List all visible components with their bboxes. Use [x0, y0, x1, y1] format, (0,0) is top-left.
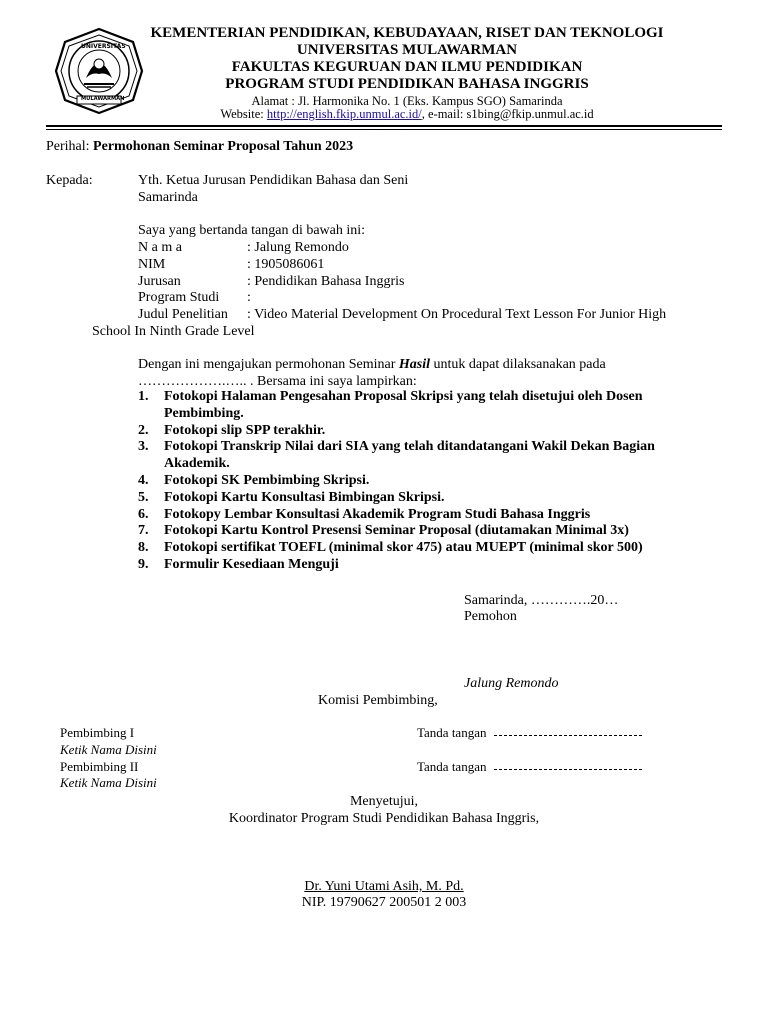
request-line1 — [138, 356, 606, 373]
list-item: 2. Fotokopi slip SPP terakhir. — [138, 422, 326, 438]
signature-line — [494, 735, 642, 736]
list-item: 9. Formulir Kesediaan Menguji — [138, 556, 339, 572]
perihal-line — [46, 138, 353, 155]
pembimbing-1-title: Pembimbing I — [60, 725, 135, 740]
letterhead-divider-thick — [46, 125, 722, 127]
approval-name: Dr. Yuni Utami Asih, M. Pd. — [304, 879, 464, 894]
pembimbing-2-name: Ketik Nama Disini — [60, 775, 157, 790]
list-item: 8. Fotokopi sertifikat TOEFL (minimal skor 475) atau MUEPT (minimal skor 500) — [138, 540, 643, 556]
field-label-jurusan: Jurusan — [138, 274, 181, 289]
sign-label: Tanda tangan — [417, 725, 487, 740]
pemohon-label: Pemohon — [464, 609, 517, 624]
field-value-prodi: : — [247, 290, 251, 305]
place-date: Samarinda, ………….20… — [464, 593, 619, 608]
letterhead-line3: FAKULTAS KEGURUAN DAN ILMU PENDIDIKAN — [231, 59, 583, 75]
pembimbing-2-title: Pembimbing II — [60, 759, 139, 774]
field-value-jurusan: : Pendidikan Bahasa Inggris — [247, 274, 405, 289]
field-label-nama: N a m a — [138, 240, 182, 255]
signature-line — [494, 769, 642, 770]
field-value-nim: : 1905086061 — [247, 257, 325, 272]
pemohon-name: Jalung Remondo — [464, 676, 559, 691]
letterhead-contact — [140, 107, 674, 121]
field-value-nama: : Jalung Remondo — [247, 240, 349, 255]
list-item: 4. Fotokopi SK Pembimbing Skripsi. — [138, 472, 370, 488]
pembimbing-1-sign — [417, 725, 642, 741]
kepada-line2: Samarinda — [138, 190, 198, 205]
request-line2: ……………….….. . Bersama ini saya lampirkan: — [138, 374, 417, 389]
kepada-line1: Yth. Ketua Jurusan Pendidikan Bahasa dan Seni — [138, 173, 409, 188]
website-link[interactable]: http://english.fkip.unmul.ac.id/ — [266, 107, 422, 121]
perihal-label: Perihal: — [46, 139, 94, 154]
list-item: 1. Fotokopi Halaman Pengesahan Proposal Skripsi yang telah disetujui oleh Dosen Pembimbing. — [138, 389, 643, 421]
list-item: 3. Fotokopi Transkrip Nilai dari SIA yang telah ditandatangani Wakil Dekan Bagian Akademik. — [138, 439, 655, 472]
list-item: 5. Fotokopi Kartu Konsultasi Bimbingan Skripsi. — [138, 489, 445, 505]
list-item: 7. Fotokopi Kartu Kontrol Presensi Seminar Proposal (diutamakan Minimal 3x) — [138, 523, 629, 539]
attachments-list — [138, 389, 722, 574]
list-item: 6. Fotokopy Lembar Konsultasi Akademik Program Studi Bahasa Inggris — [138, 506, 591, 522]
letterhead-line4: PROGRAM STUDI PENDIDIKAN BAHASA INGGRIS — [225, 76, 589, 92]
komisi-label: Komisi Pembimbing, — [318, 693, 438, 708]
letterhead-address: Alamat : Jl. Harmonika No. 1 (Eks. Kampus SGO) Samarinda — [251, 94, 563, 108]
pembimbing-2-sign — [417, 759, 642, 775]
approval-line1: Menyetujui, — [349, 794, 419, 809]
letterhead-line1: KEMENTERIAN PENDIDIKAN, KEBUDAYAAN, RISET DAN TEKNOLOGI — [150, 25, 664, 41]
university-logo — [54, 26, 144, 116]
email-text: , e-mail: s1bing@fkip.unmul.ac.id — [421, 107, 594, 121]
intro-text: Saya yang bertanda tangan di bawah ini: — [138, 223, 366, 238]
approval-nip: NIP. 19790627 200501 2 003 — [301, 895, 467, 910]
field-label-judul: Judul Penelitian — [138, 307, 228, 322]
sign-label: Tanda tangan — [417, 759, 487, 774]
request-part1: Dengan ini mengajukan permohonan Seminar — [138, 357, 399, 372]
approval-line2: Koordinator Program Studi Pendidikan Bahasa Inggris, — [228, 811, 540, 826]
kepada-label: Kepada: — [46, 173, 93, 188]
request-part2: untuk dapat dilaksanakan pada — [430, 357, 606, 372]
letterhead-line2: UNIVERSITAS MULAWARMAN — [296, 42, 518, 58]
request-bold-word: Hasil — [398, 357, 430, 372]
field-label-prodi: Program Studi — [138, 290, 220, 305]
pembimbing-1-name: Ketik Nama Disini — [60, 742, 157, 757]
logo-bottom-text: MULAWARMAN — [81, 96, 125, 102]
logo-top-text: UNIVERSITAS — [81, 43, 126, 50]
website-label: Website: — [220, 107, 267, 121]
judul-continuation: School In Ninth Grade Level — [92, 324, 255, 339]
letterhead-divider-thin — [46, 129, 722, 130]
field-label-nim: NIM — [138, 257, 166, 272]
field-value-judul: : Video Material Development On Procedural Text Lesson For Junior High — [247, 307, 667, 322]
perihal-value: Permohonan Seminar Proposal Tahun 2023 — [93, 139, 354, 154]
